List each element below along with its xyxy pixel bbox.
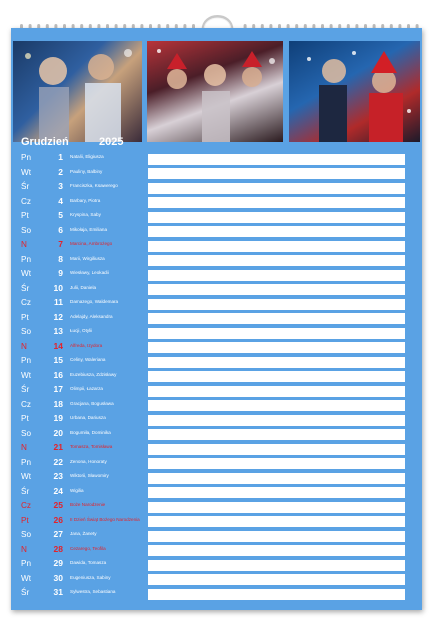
weekday-label: Śr xyxy=(21,385,30,394)
day-number: 21 xyxy=(53,442,63,452)
name-day-text: II Dzień Świąt Bożego Narodzenia xyxy=(70,516,140,522)
party-photo-3 xyxy=(289,41,420,142)
note-field[interactable] xyxy=(148,299,405,310)
name-day-text: Euzebiusza, Zdzisławy xyxy=(70,371,117,377)
name-day-text: Wigilia xyxy=(70,487,84,493)
day-number: 22 xyxy=(53,456,63,467)
note-field[interactable] xyxy=(148,154,405,165)
day-number: 31 xyxy=(53,587,63,597)
day-number: 20 xyxy=(53,427,63,438)
year-label: 2025 xyxy=(99,136,124,148)
weekday-label: N xyxy=(21,443,27,452)
note-field[interactable] xyxy=(148,487,405,498)
note-field[interactable] xyxy=(148,589,405,600)
day-number: 9 xyxy=(58,268,63,278)
day-number: 23 xyxy=(53,471,63,481)
weekday-label: Cz xyxy=(21,196,32,206)
note-field[interactable] xyxy=(148,183,405,194)
weekday-label: N xyxy=(21,240,27,249)
name-day-text: Sylwestra, Sebastiana xyxy=(70,589,116,594)
weekday-label: N xyxy=(21,341,27,351)
name-day-text: Cezarego, Teofila xyxy=(70,545,106,551)
day-row xyxy=(11,355,422,370)
day-row xyxy=(11,500,422,515)
weekday-label: Pn xyxy=(21,254,32,264)
note-field[interactable] xyxy=(148,560,405,571)
weekday-label: Śr xyxy=(21,486,30,496)
note-field[interactable] xyxy=(148,458,405,469)
day-number: 27 xyxy=(53,529,63,539)
day-number: 12 xyxy=(53,311,63,322)
day-number: 28 xyxy=(53,543,63,554)
weekday-label: Cz xyxy=(21,399,32,409)
day-number: 4 xyxy=(58,195,63,206)
month-label: Grudzień xyxy=(21,136,69,148)
name-day-text: Pauliny, Balbiny xyxy=(70,168,103,174)
weekday-label: Pt xyxy=(21,312,29,322)
day-number: 30 xyxy=(53,572,63,583)
name-day-text: Adelajdy, Aleksandra xyxy=(70,313,113,319)
day-row xyxy=(11,181,422,196)
name-day-text: Marii, Wirgiliusza xyxy=(70,255,105,261)
day-number: 2 xyxy=(58,166,63,177)
weekday-label: So xyxy=(21,530,32,539)
weekday-label: Pn xyxy=(21,559,32,568)
note-field[interactable] xyxy=(148,342,405,353)
name-day-text: Barbary, Piotra xyxy=(70,197,101,203)
note-field[interactable] xyxy=(148,574,405,585)
day-number: 5 xyxy=(58,210,63,220)
note-field[interactable] xyxy=(148,284,405,295)
weekday-label: Wt xyxy=(21,370,32,380)
note-field[interactable] xyxy=(148,415,405,426)
day-number: 19 xyxy=(53,413,63,423)
name-day-text: Kryspina, Saby xyxy=(70,212,101,217)
note-field[interactable] xyxy=(148,429,405,440)
note-field[interactable] xyxy=(148,386,405,397)
name-day-text: Zenona, Honoraty xyxy=(70,458,107,464)
name-day-text: Damazego, Waldemara xyxy=(70,299,119,304)
day-number: 16 xyxy=(53,369,63,380)
day-number: 15 xyxy=(53,355,63,365)
day-row xyxy=(11,573,422,588)
day-row xyxy=(11,210,422,225)
name-day-text: Gracjana, Bogusława xyxy=(70,400,114,406)
name-day-text: Celiny, Waleriana xyxy=(70,357,106,362)
name-day-text: Urbana, Dariusza xyxy=(70,415,106,420)
note-field[interactable] xyxy=(148,357,405,368)
weekday-label: Cz xyxy=(21,298,32,307)
day-row xyxy=(11,529,422,544)
day-row xyxy=(11,225,422,240)
note-field[interactable] xyxy=(148,531,405,542)
day-row xyxy=(11,167,422,182)
day-number: 25 xyxy=(53,500,63,510)
weekday-label: N xyxy=(21,544,27,554)
weekday-label: Wt xyxy=(21,472,32,481)
day-number: 6 xyxy=(58,224,63,235)
name-day-text: Boże Narodzenie xyxy=(70,502,106,507)
weekday-label: Wt xyxy=(21,573,32,583)
day-row xyxy=(11,326,422,341)
name-day-text: Alfreda, Izydora xyxy=(70,342,103,348)
day-row xyxy=(11,312,422,327)
day-row xyxy=(11,152,422,167)
name-day-text: Dawida, Tomasza xyxy=(70,560,107,565)
name-day-text: Marcina, Ambrożego xyxy=(70,241,113,246)
weekday-label: Śr xyxy=(21,283,30,293)
day-row xyxy=(11,428,422,443)
day-row xyxy=(11,413,422,428)
note-field[interactable] xyxy=(148,545,405,556)
name-day-text: Łucji, Otylii xyxy=(70,328,93,333)
note-field[interactable] xyxy=(148,444,405,455)
calendar-page xyxy=(11,28,422,610)
day-row xyxy=(11,471,422,486)
note-field[interactable] xyxy=(148,212,405,223)
note-field[interactable] xyxy=(148,226,405,237)
weekday-label: Pn xyxy=(21,356,32,365)
day-row xyxy=(11,341,422,356)
name-day-text: Tomasza, Tomisława xyxy=(70,444,113,449)
weekday-label: So xyxy=(21,327,32,336)
day-row xyxy=(11,283,422,298)
day-row xyxy=(11,254,422,269)
note-field[interactable] xyxy=(148,516,405,527)
day-number: 8 xyxy=(58,253,63,264)
day-number: 1 xyxy=(58,152,63,162)
weekday-label: Pt xyxy=(21,211,29,220)
name-day-text: Bogumiła, Dominika xyxy=(70,429,111,435)
day-row xyxy=(11,399,422,414)
day-row xyxy=(11,442,422,457)
day-row xyxy=(11,544,422,559)
weekday-label: Śr xyxy=(21,182,30,191)
day-number: 3 xyxy=(58,181,63,191)
weekday-label: Pt xyxy=(21,414,29,423)
note-field[interactable] xyxy=(148,255,405,266)
name-day-text: Wiesławy, Leokadii xyxy=(70,270,109,275)
day-number: 26 xyxy=(53,514,63,525)
day-row xyxy=(11,297,422,312)
name-day-text: Julii, Daniela xyxy=(70,284,97,290)
weekday-label: So xyxy=(21,225,32,235)
day-number: 11 xyxy=(54,297,63,307)
party-photo-2 xyxy=(147,41,283,142)
name-day-text: Wiktorii, Sławomiry xyxy=(70,473,109,478)
day-row xyxy=(11,239,422,254)
note-field[interactable] xyxy=(148,241,405,252)
day-number: 18 xyxy=(53,398,63,409)
name-day-text: Olimpii, Łazarza xyxy=(70,386,103,391)
weekday-label: Cz xyxy=(21,501,32,510)
day-row xyxy=(11,558,422,573)
note-field[interactable] xyxy=(148,270,405,281)
day-row xyxy=(11,268,422,283)
day-number: 10 xyxy=(53,282,63,293)
day-number: 14 xyxy=(53,340,63,351)
weekday-label: Śr xyxy=(21,588,30,597)
day-row xyxy=(11,384,422,399)
photo-strip xyxy=(11,41,422,142)
weekday-label: Wt xyxy=(21,167,32,177)
day-number: 13 xyxy=(53,326,63,336)
name-day-text: Franciszka, Ksawerego xyxy=(70,183,118,188)
note-field[interactable] xyxy=(148,473,405,484)
note-field[interactable] xyxy=(148,328,405,339)
party-photo-1 xyxy=(13,41,142,142)
weekday-label: So xyxy=(21,428,32,438)
day-row xyxy=(11,486,422,501)
note-field[interactable] xyxy=(148,313,405,324)
note-field[interactable] xyxy=(148,371,405,382)
note-field[interactable] xyxy=(148,400,405,411)
note-field[interactable] xyxy=(148,197,405,208)
note-field[interactable] xyxy=(148,168,405,179)
day-number: 24 xyxy=(53,485,63,496)
day-row xyxy=(11,370,422,385)
weekday-label: Pn xyxy=(21,153,32,162)
day-number: 7 xyxy=(58,239,63,249)
day-number: 17 xyxy=(53,384,63,394)
day-number: 29 xyxy=(53,558,63,568)
name-day-text: Jana, Żanety xyxy=(70,531,97,536)
name-day-text: Mikołaja, Emiliana xyxy=(70,226,108,232)
day-row xyxy=(11,587,422,602)
name-day-text: Eugeniusza, Sabiny xyxy=(70,574,111,580)
weekday-label: Wt xyxy=(21,269,32,278)
name-day-text: Natalii, Eligiusza xyxy=(70,154,104,159)
weekday-label: Pt xyxy=(21,515,29,525)
day-row xyxy=(11,457,422,472)
day-row xyxy=(11,196,422,211)
day-row xyxy=(11,515,422,530)
weekday-label: Pn xyxy=(21,457,32,467)
note-field[interactable] xyxy=(148,502,405,513)
